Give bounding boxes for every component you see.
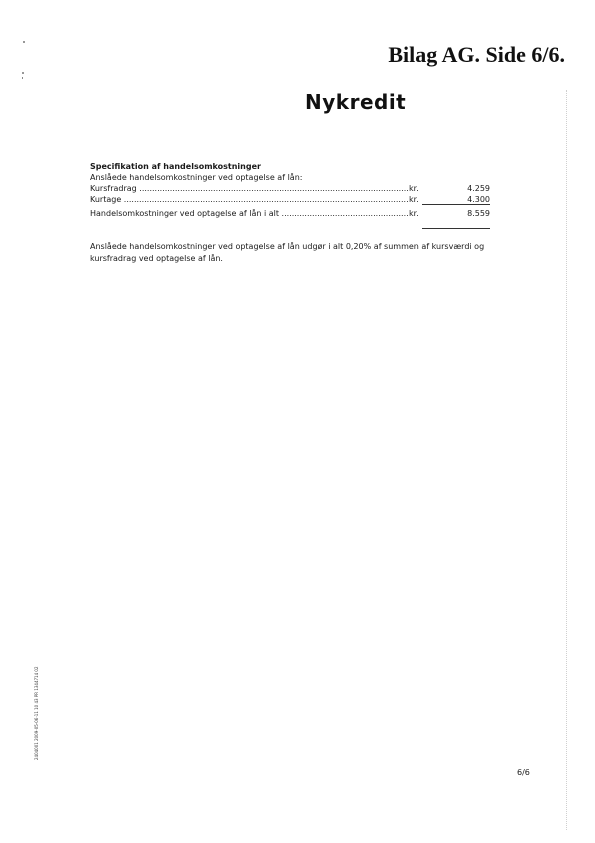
total-label: Handelsomkostninger ved optagelse af lån i alt ..... [90,208,415,219]
subtotal-rule [422,204,490,205]
scan-speck [23,41,25,43]
cost-row-label: Kurtage ..... [90,194,415,205]
cost-row-currency: kr. [409,184,419,193]
cost-row [90,183,490,194]
scan-speck [22,72,24,74]
cost-row-label: Kursfradrag ..... [90,183,415,194]
spec-title: Specifikation af handelsomkostninger [90,162,261,171]
scan-speck [22,77,23,79]
cost-row-amount: 4.300 [467,195,490,204]
cost-row-amount: 4.259 [467,184,490,193]
total-amount: 8.559 [467,209,490,218]
cost-row-currency: kr. [409,195,419,204]
nykredit-logo: Nykredit [305,90,407,114]
cost-note: Anslåede handelsomkostninger ved optagelse af lån udgør i alt 0,20% af summen af kursværdi og kursfradrag ved optagelse af lån. [90,242,485,263]
document-id-code: 2404001 2009-05-06-11 10 43 PR 1344714 02 [34,666,39,760]
attachment-stamp: Bilag AG. Side 6/6. [388,42,565,67]
total-currency: kr. [409,209,419,218]
total-row [90,208,490,219]
scan-edge [566,90,567,830]
total-rule [422,228,490,229]
cost-specification [90,161,490,219]
spec-subtitle: Anslåede handelsomkostninger ved optagelse af lån: [90,173,303,182]
page-number: 6/6 [517,768,530,777]
